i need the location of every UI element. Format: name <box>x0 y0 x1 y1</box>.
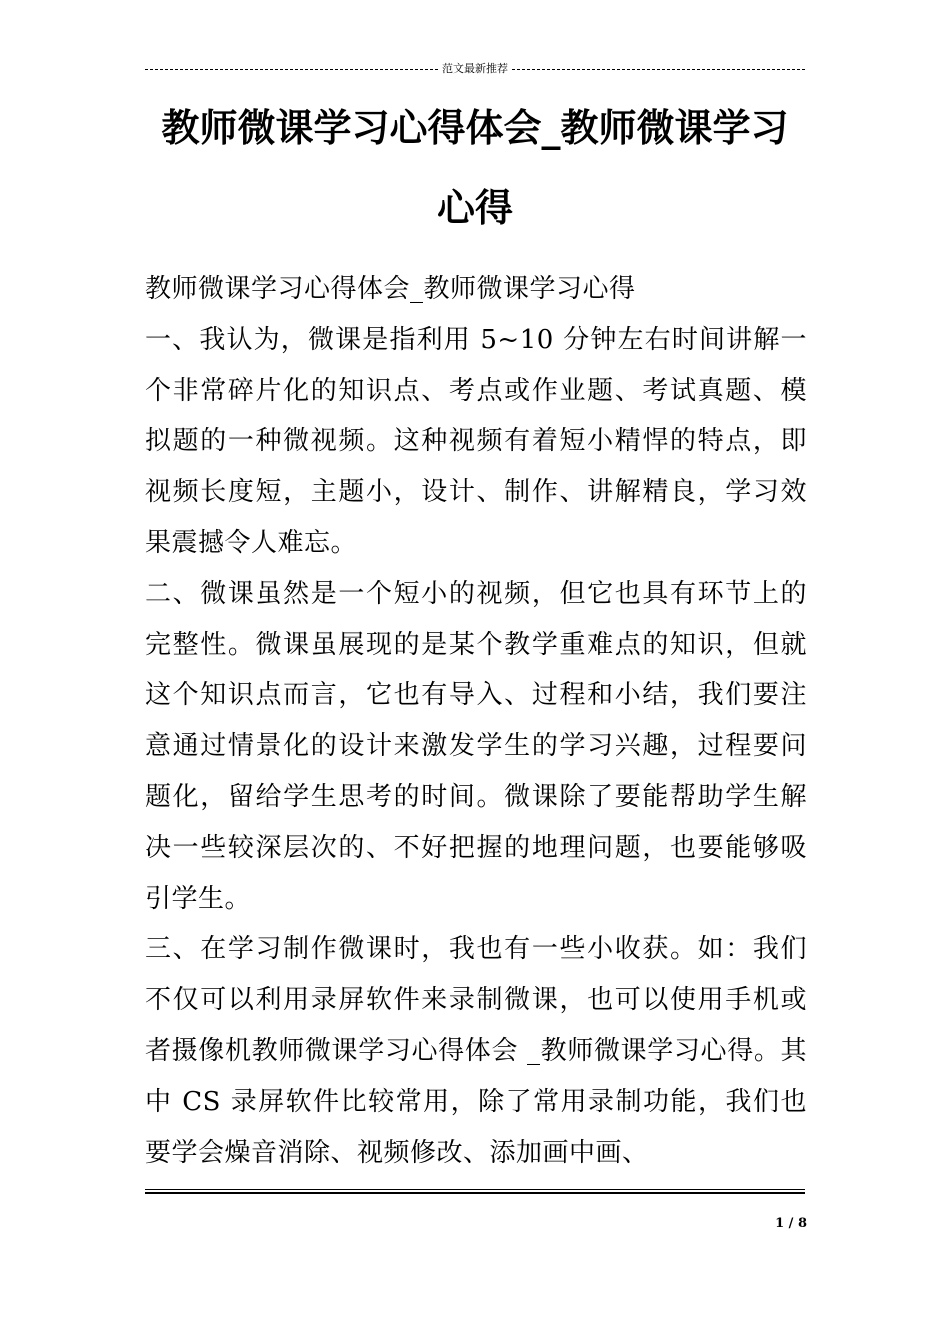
paragraph-one: 一、我认为，微课是指利用 5~10 分钟左右时间讲解一个非常碎片化的知识点、考点或作业题、考试真题、模拟题的一种微视频。这种视频有着短小精悍的特点，即视频长度短，主题小，设计、制作、讲解精良，学习效果震撼令人难忘。 <box>145 324 807 558</box>
document-title: 教师微课学习心得体会_教师微课学习心得 <box>161 106 789 230</box>
paragraph-two: 二、微课虽然是一个短小的视频，但它也具有环节上的完整性。微课虽展现的是某个教学重难点的知识，但就这个知识点而言，它也有导入、过程和小结，我们要注意通过情景化的设计来激发学生的学习兴趣，过程要问题化，留给学生思考的时间。微课除了要能帮助学生解决一些较深层次的、不好把握的地理问题，也要能够吸引学生。 <box>145 578 807 914</box>
header-dash-left <box>145 69 438 70</box>
paragraph-intro: 教师微课学习心得体会_教师微课学习心得 <box>145 274 636 304</box>
document-body <box>145 264 807 1178</box>
page-number: 1 / 8 <box>775 1216 807 1231</box>
paragraph-three: 三、在学习制作微课时，我也有一些小收获。如：我们不仅可以利用录屏软件来录制微课，也可以使用手机或者摄像机教师微课学习心得体会 _教师微课学习心得。其中 CS 录屏软件比较常用，除了常用录制功能，我们也要学会燥音消除、视频修改、添加画中画、 <box>145 934 807 1168</box>
header-dash-right <box>512 69 805 70</box>
page-header <box>145 60 805 78</box>
footer-rule <box>145 1189 805 1194</box>
header-label: 范文最新推荐 <box>442 62 508 75</box>
